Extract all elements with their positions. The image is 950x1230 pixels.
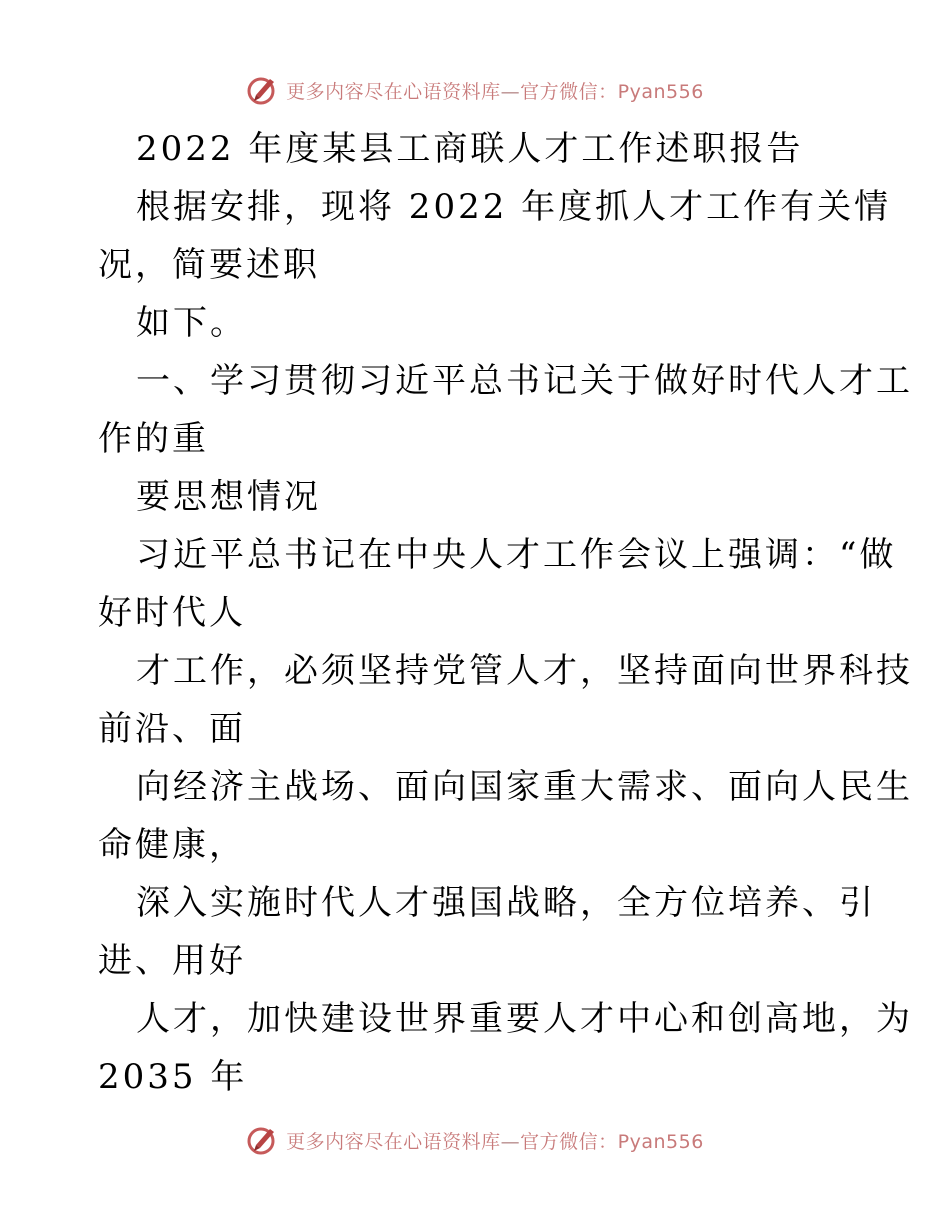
paragraph-line: 况，简要述职 [98,245,320,285]
paragraph-line: 习近平总书记在中央人才工作会议上强调：“做 [136,535,897,575]
paragraph-line: 才工作，必须坚持党管人才，坚持面向世界科技 [136,651,913,691]
pen-nib-circle-icon [246,73,280,107]
paragraph-line: 2035 年 [98,1057,248,1097]
section-heading: 作的重 [98,419,209,459]
document-title: 2022 年度某县工商联人才工作述职报告 [136,129,804,169]
paragraph-line: 根据安排，现将 2022 年度抓人才工作有关情 [136,187,892,227]
paragraph-line: 人才，加快建设世界重要人才中心和创高地，为 [136,999,913,1039]
section-heading: 要思想情况 [136,477,321,517]
paragraph-line: 好时代人 [98,593,246,633]
paragraph-line: 进、用好 [98,941,246,981]
section-heading: 一、学习贯彻习近平总书记关于做好时代人才工 [136,361,913,401]
watermark-header [0,70,950,110]
paragraph-line: 前沿、面 [98,709,246,749]
paragraph-line: 向经济主战场、面向国家重大需求、面向人民生 [136,767,913,807]
pen-nib-circle-icon [246,1123,280,1157]
paragraph-line: 如下。 [136,303,247,343]
watermark-text: 更多内容尽在心语资料库—官方微信：Pyan556 [286,1130,704,1153]
paragraph-line: 深入实施时代人才强国战略，全方位培养、引 [136,883,876,923]
watermark-footer [0,1120,950,1160]
paragraph-line: 命健康， [98,825,246,865]
watermark-text: 更多内容尽在心语资料库—官方微信：Pyan556 [286,80,704,103]
